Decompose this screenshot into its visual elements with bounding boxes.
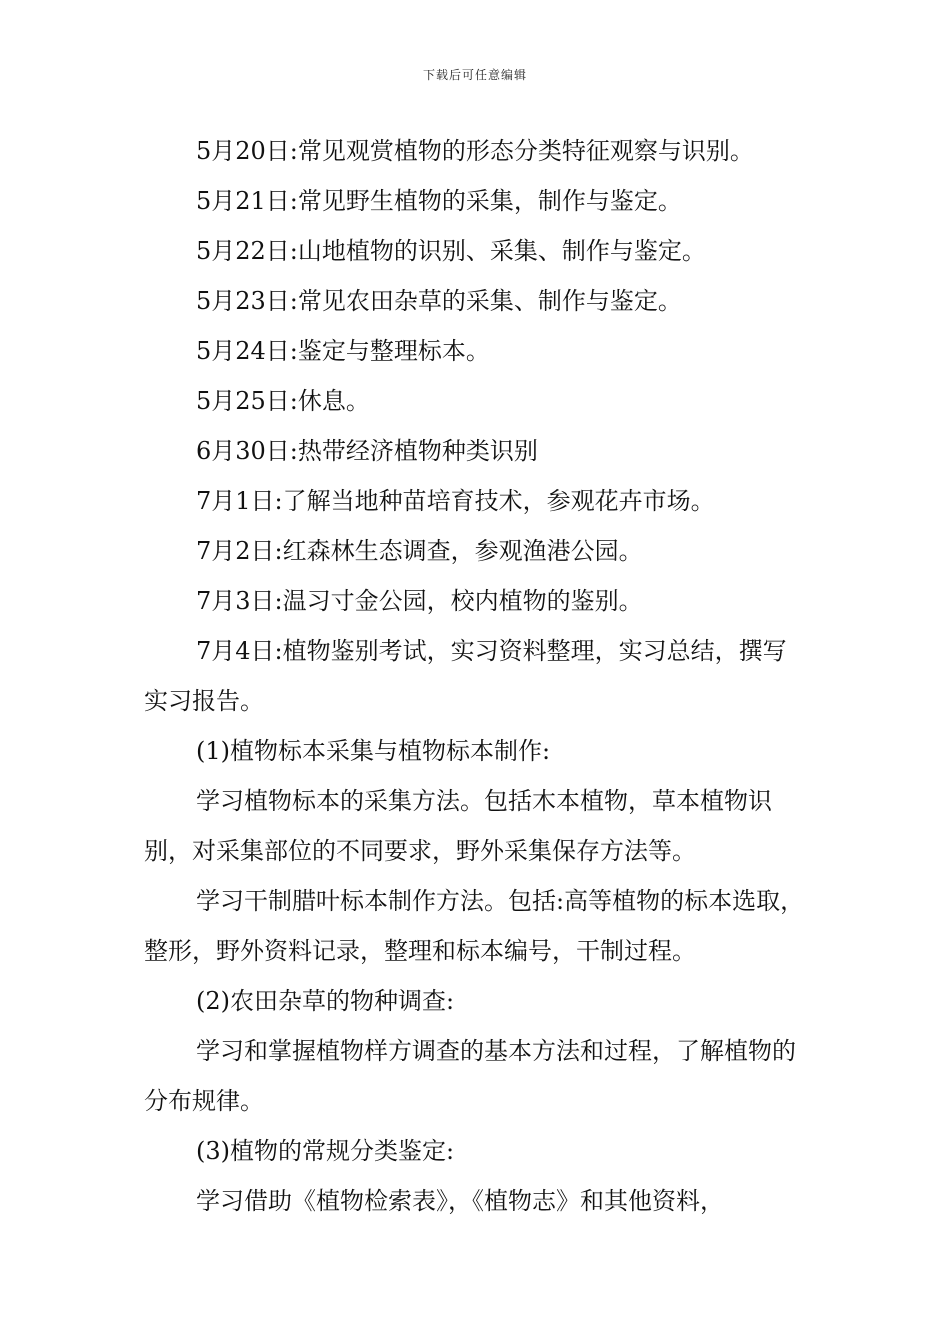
paragraph: 5月25日:休息。	[196, 387, 370, 415]
paragraph: 学习和掌握植物样方调查的基本方法和过程，了解植物的分布规律。	[144, 1037, 796, 1115]
paragraph: 6月30日:热带经济植物种类识别	[196, 437, 538, 465]
paragraph: 7月2日:红森林生态调查，参观渔港公园。	[196, 537, 643, 565]
section-heading: (1)植物标本采集与植物标本制作:	[196, 737, 551, 765]
paragraph: 7月1日:了解当地种苗培育技术，参观花卉市场。	[196, 487, 715, 515]
paragraph: 学习干制腊叶标本制作方法。包括:高等植物的标本选取，整形，野外资料记录，整理和标本编号，干制过程。	[144, 887, 805, 965]
paragraph: 5月22日:山地植物的识别、采集、制作与鉴定。	[196, 237, 706, 265]
paragraph: 5月21日:常见野生植物的采集，制作与鉴定。	[196, 187, 682, 215]
paragraph: 5月23日:常见农田杂草的采集、制作与鉴定。	[196, 287, 682, 315]
paragraph: 学习植物标本的采集方法。包括木本植物，草本植物识别，对采集部位的不同要求，野外采集保存方法等。	[144, 787, 772, 865]
paragraph: 5月20日:常见观赏植物的形态分类特征观察与识别。	[196, 137, 754, 165]
section-heading: (3)植物的常规分类鉴定:	[196, 1137, 455, 1165]
document-body	[144, 126, 806, 1226]
section-heading: (2)农田杂草的物种调查:	[196, 987, 455, 1015]
paragraph: 7月3日:温习寸金公园，校内植物的鉴别。	[196, 587, 643, 615]
paragraph: 5月24日:鉴定与整理标本。	[196, 337, 490, 365]
page-header: 下载后可任意编辑	[422, 68, 527, 82]
paragraph: 7月4日:植物鉴别考试，实习资料整理，实习总结，撰写实习报告。	[144, 637, 787, 715]
paragraph: 学习借助《植物检索表》，《植物志》和其他资料，	[196, 1187, 724, 1215]
